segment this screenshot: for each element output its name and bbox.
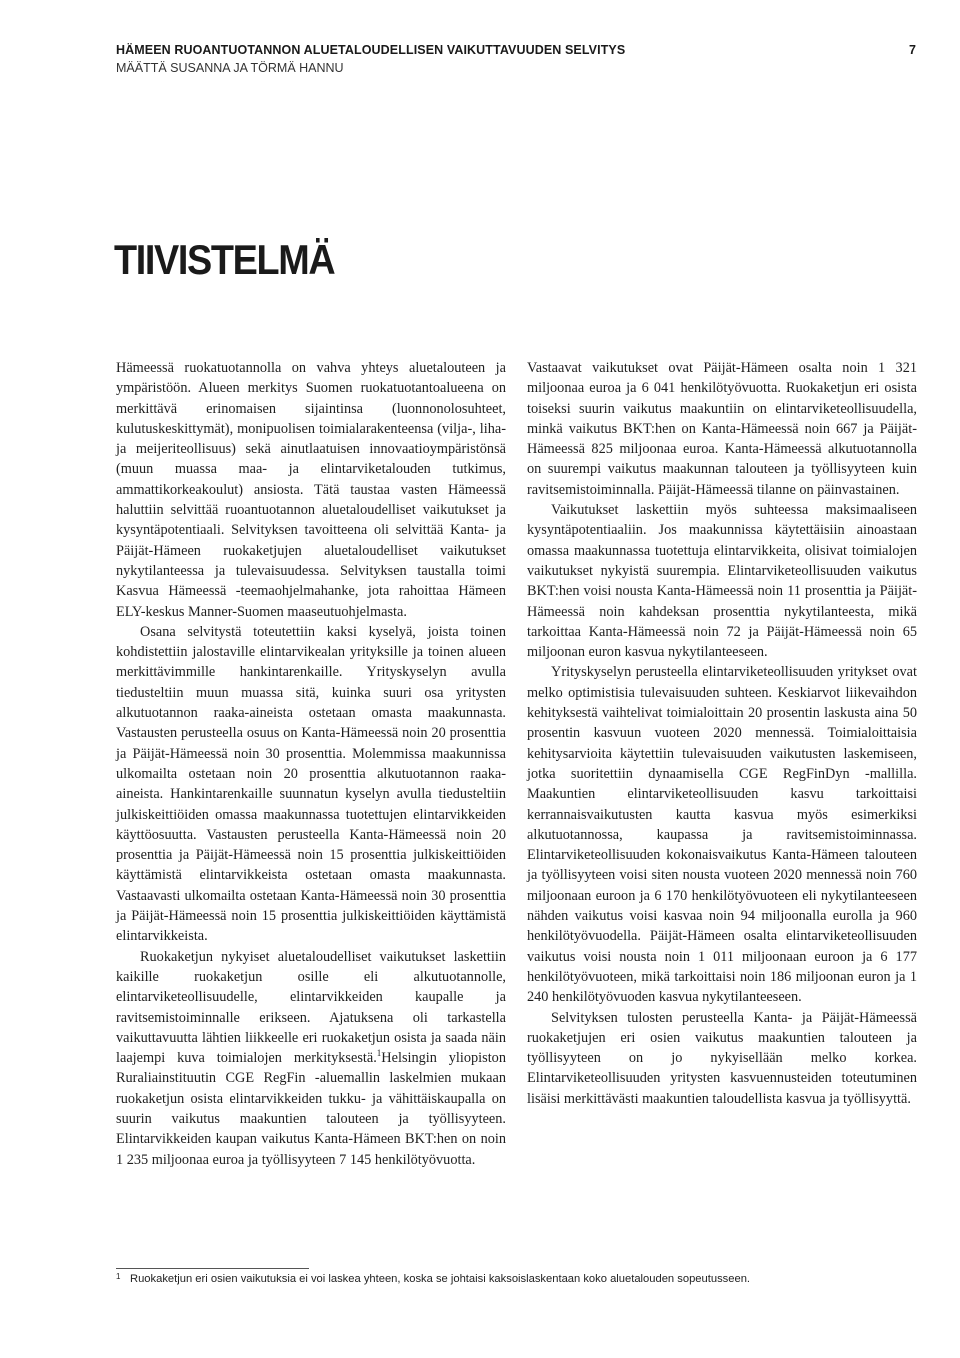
paragraph: Osana selvitystä toteutettiin kaksi kyselyä, joista toinen kohdistettiin jalostaville elintarvikealan yrityksille ja toinen alueen merkittävimmille hankintarenkaille. Yrityskyselyn avulla tiedusteltiin muun muassa sitä, kuinka suuri osa yritysten alkutuotannon raaka-aineista ostetaan omasta maakunnasta. Vastausten perusteella osuus on Kanta-Hämeessä noin 20 prosenttia ja Päijät-Hämeessä noin 30 prosenttia. Molemmissa maakunnissa ulkomailta ostetaan noin 20 prosenttia alkutuotannon raaka-aineista. Hankintarenkaille suunnatun kyselyn avulla tiedusteltiin julkiskeittiöiden omassa maakunnassa tuotettujen elintarvikkeiden käyttöosuutta. Vastausten perusteella Kanta-Hämeessä noin 20 prosenttia ja Päijät-Hämeessä noin 15 prosenttia julkiskeittiöiden käyttämistä elintarvikkeista ostetaan omasta maakunnasta. Vastaavasti ulkomailta ostetaan Kanta-Hämeessä noin 30 prosenttia ja Päijät-Hämeessä noin 15 prosenttia julkiskeittiöiden käyttämistä elintarvikkeista. <box>116 623 506 945</box>
paragraph-text: Ruokaketjun nykyiset aluetaloudelliset vaikutukset laskettiin kaikille ruokaketjun osille eli alkutuotannolle, elintarviketeollisuudelle, elintarvikkeiden kaupalle ja ravitsemistoiminnalle erikseen. Ajatuksena oli tarkastella vaikuttavuutta lähtien liikkeelle eri ruokaketjun osista ja saada näin laajempi kuva toimialojen merkityksestä. <box>116 948 506 1067</box>
report-authors: MÄÄTTÄ SUSANNA JA TÖRMÄ HANNU <box>116 61 344 75</box>
right-text-column <box>527 358 917 1109</box>
left-text-column <box>116 358 506 1170</box>
paragraph: Hämeessä ruokatuotannolla on vahva yhteys aluetalouteen ja ympäristöön. Alueen merkitys Suomen ruokatuotantoalueena on merkittävä erinomaisen sijaintinsa (luonnonolosuhteet, kulutuskeskittymät), monipuolisen toimialarakenteensa (vilja-, liha- ja meijeriteollisuus) sekä ainutlaatuisen innovaatioympäristönsä (muun muassa maa- ja elintarviketalouden tutkimus, ammattikorkeakoulut) ansiosta. Tätä taustaa vasten Hämeessä haluttiin selvittää ruoantuotannon aluetaloudelliset vaikutukset ja kysyntäpotentiaali. Selvityksen tavoitteena oli selvittää Kanta- ja Päijät-Hämeen ruokaketjujen aluetaloudelliset vaikutukset nykytilanteessa ja tulevaisuudessa. Selvityksen taustalla toimi Kasvua Hämeessä -teemaohjelmahanke, jota rahoittaa Hämeen ELY-keskus Manner-Suomen maaseutuohjelmasta. <box>116 360 506 620</box>
section-title: TIIVISTELMÄ <box>114 236 335 283</box>
paragraph: Selvityksen tulosten perusteella Kanta- ja Päijät-Hämeessä ruokaketjujen eri osien vaikutus maakuntien talouteen ja työllisyyteen on jo nykyisellään melko korkea. Elintarviketeollisuuden yritysten kasvuennusteiden toteutuminen lisäisi merkittävästi maakuntien taloudellista kasvua ja työllisyyttä. <box>527 1009 917 1107</box>
footnote-divider <box>116 1268 309 1269</box>
footnote <box>116 1272 916 1286</box>
footnote-reference[interactable]: 1 <box>376 1048 382 1059</box>
running-header <box>116 42 916 76</box>
footnote-number: 1 <box>116 1272 121 1281</box>
footnote-text: Ruokaketjun eri osien vaikutuksia ei voi laskea yhteen, koska se johtaisi kaksoislaskentaan koko aluetalouden sopeutusseen. <box>130 1273 751 1285</box>
report-title: HÄMEEN RUOANTUOTANNON ALUETALOUDELLISEN VAIKUTTAVUUDEN SELVITYS <box>116 43 626 57</box>
page-number: 7 <box>909 43 916 57</box>
paragraph <box>116 947 506 1170</box>
paragraph-text: Helsingin yliopiston Ruraliainstituutin CGE RegFin -aluemallin laskelmien mukaan ruokaketjun osista elintarvikkeiden tukku- ja vähittäiskaupalla on suurin vaikutus maakuntien talouteen ja työllisyyteen. Elintarvikkeiden kaupan vaikutus Kanta-Hämeen BKT:hen on noin 1 235 miljoonaa euroa ja työllisyyteen 7 145 henkilötyövuotta. <box>116 1050 506 1168</box>
paragraph: Vastaavat vaikutukset ovat Päijät-Hämeen osalta noin 1 321 miljoonaa euroa ja 6 041 henkilötyövuotta. Ruokaketjun eri osista toiseksi suurin vaikutus maakuntiin on elintarviketeollisuudella, minkä vaikutus BKT:hen on Kanta-Hämeessä noin 667 ja Päijät-Hämeessä 825 miljoonaa euroa. Kanta-Hämeessä alkutuotannolla on suurempi vaikutus maakunnan talouteen ja työllisyyteen kuin ravitsemistoiminnalla. Päijät-Hämeessä tilanne on päinvastainen. <box>527 360 917 498</box>
paragraph: Vaikutukset laskettiin myös suhteessa maksimaaliseen kysyntäpotentiaaliin. Jos maakunnissa käytettäisiin ainoastaan omassa maakunnassa tuotettuja elintarvikkeita, olisivat toimialojen vaikutukset nykyistä suurempia. Elintarviketeollisuuden vaikutus BKT:hen voisi nousta Kanta-Hämeessä noin 11 prosenttia ja Päijät-Hämeessä noin kahdeksan prosenttia nykytilanteesta, mikä tarkoittaa Kanta-Hämeessä noin 72 ja Päijät-Hämeessä noin 65 miljoonan euron kasvua nykytilanteeseen. <box>527 502 917 661</box>
paragraph: Yrityskyselyn perusteella elintarviketeollisuuden yritykset ovat melko optimistisia tulevaisuuden suhteen. Keskiarvot liikevaihdon kehityksestä vaihtelivat toimialoittain 20 prosentin laskusta aina 50 prosentin kasvuun vuoteen 2020 mennessä. Toimialoittaisia kehitysarvioita käytettiin tulevaisuuden vaikutusten laskemiseen, jotka suoritettiin dynaamisella CGE RegFinDyn -mallilla. Maakuntien elintarviketeollisuuden kasvu tarkoittaisi kerrannaisvaikutusten kautta kasvua myös esimerkiksi alkutuotannossa, kaupassa ja ravitsemistoiminnassa. Elintarviketeollisuuden kokonaisvaikutus Kanta-Hämeen talouteen ja työllisyyteen voisi siten nousta vuoteen 2020 mennessä noin 760 miljoonaan euroon ja 6 170 henkilötyövuoteen eli nykytilanteeseen nähden vaikutus voisi kasvaa noin 94 miljoonalla eurolla ja 960 henkilötyövuodella. Päijät-Hämeen osalta elintarviketeollisuuden vaikutus voisi nousta noin 1 011 miljoonaan euroon ja 6 177 henkilötyövuoteen, mikä tarkoittaisi noin 186 miljoonan euron ja 1 240 henkilötyövuoden kasvua nykytilanteeseen. <box>527 664 917 1006</box>
